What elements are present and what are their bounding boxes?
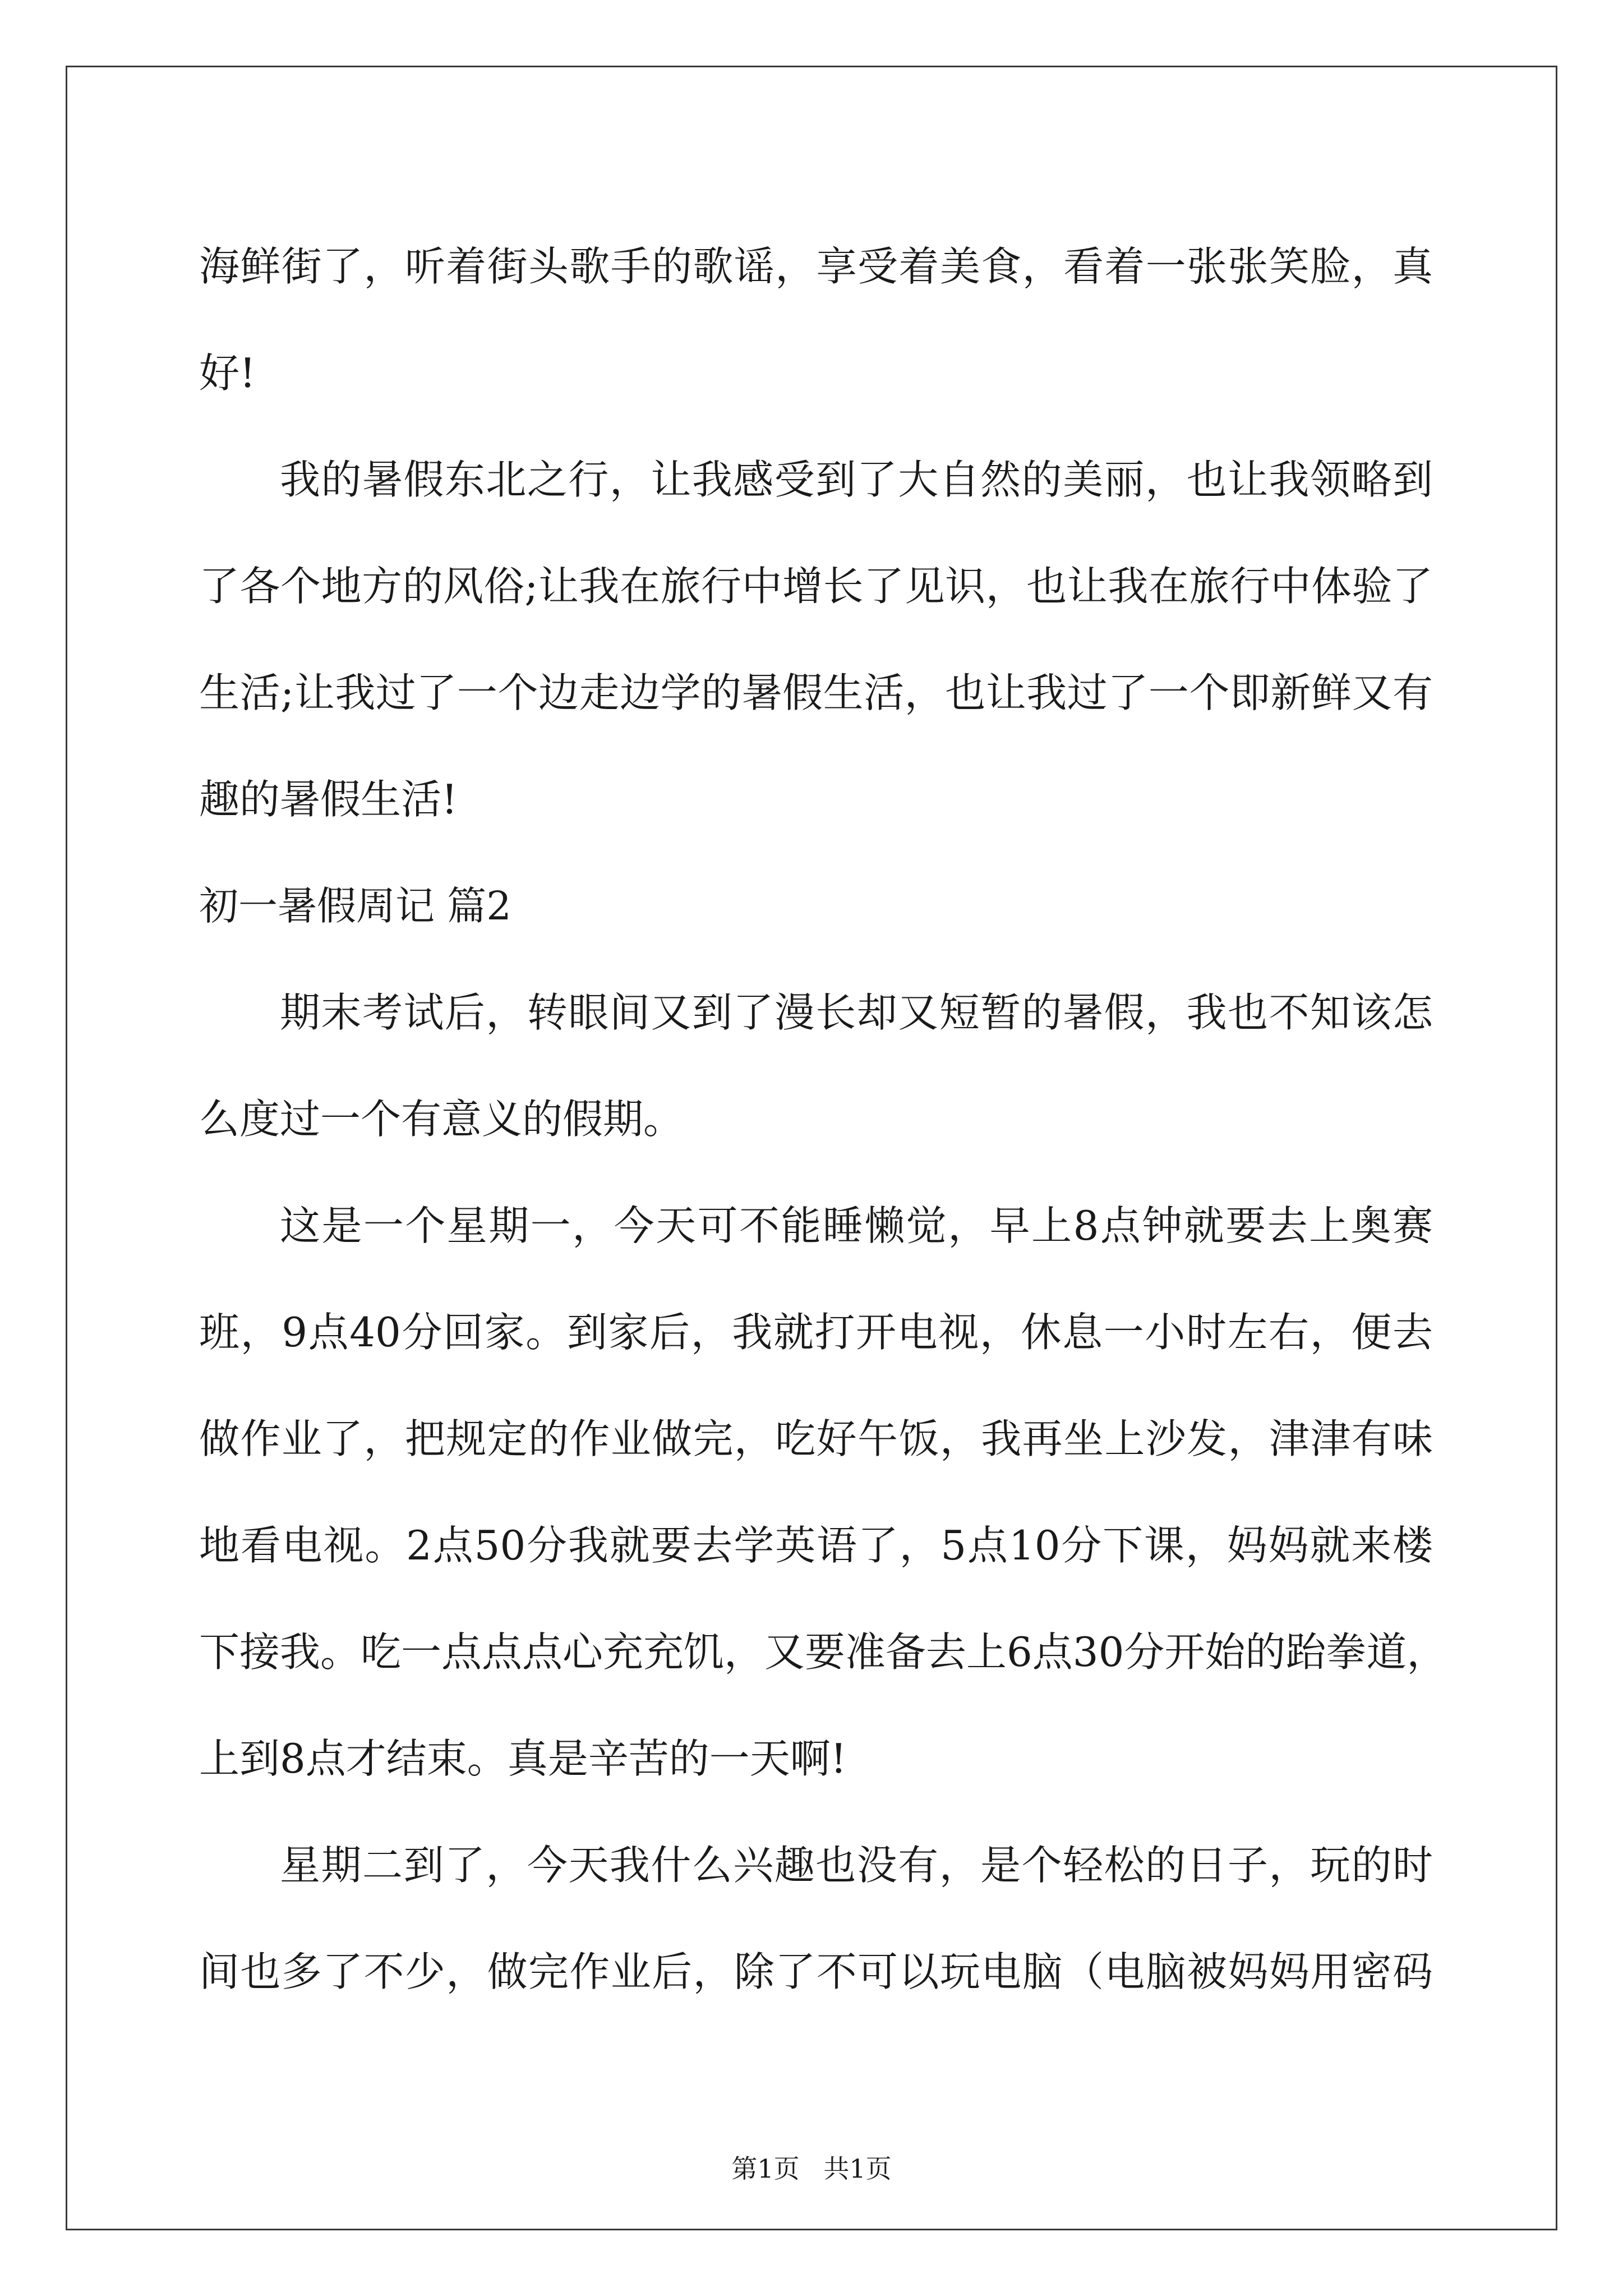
text-line: 上到8点才结束。真是辛苦的一天啊! <box>199 1735 847 1782</box>
paragraph-start-line: 星期二到了，今天我什么兴趣也没有，是个轻松的日子，玩的时 <box>280 1842 1433 1889</box>
text-line: 么度过一个有意义的假期。 <box>199 1096 684 1143</box>
text-line: 好! <box>199 349 256 397</box>
paragraph-start-line: 期末考试后，转眼间又到了漫长却又短暂的暑假，我也不知该怎 <box>280 989 1433 1036</box>
text-line: 海鲜街了，听着街头歌手的歌谣，享受着美食，看着一张张笑脸，真 <box>199 243 1433 290</box>
text-line: 做作业了，把规定的作业做完，吃好午饭，我再坐上沙发，津津有味 <box>199 1415 1433 1462</box>
text-line: 生活;让我过了一个边走边学的暑假生活，也让我过了一个即新鲜又有 <box>199 669 1433 716</box>
text-line: 了各个地方的风俗;让我在旅行中增长了见识，也让我在旅行中体验了 <box>199 563 1433 610</box>
text-line: 间也多了不少，做完作业后，除了不可以玩电脑（电脑被妈妈用密码 <box>199 1948 1433 1995</box>
page-footer <box>0 2148 1623 2185</box>
text-line: 趣的暑假生活! <box>199 776 458 823</box>
document-body <box>199 213 1447 2025</box>
text-line: 下接我。吃一点点点心充充饥，又要准备去上6点30分开始的跆拳道， <box>199 1628 1447 1676</box>
section-heading: 初一暑假周记 篇2 <box>199 883 511 929</box>
paragraph-start-line: 这是一个星期一，今天可不能睡懒觉，早上8点钟就要去上奥赛 <box>280 1202 1433 1249</box>
paragraph-start-line: 我的暑假东北之行，让我感受到了大自然的美丽，也让我领略到 <box>280 456 1433 503</box>
page-number-current: 第1页 <box>731 2154 800 2184</box>
page-number-total: 共1页 <box>823 2154 892 2184</box>
text-line: 班，9点40分回家。到家后，我就打开电视，休息一小时左右，便去 <box>199 1309 1433 1356</box>
text-line: 地看电视。2点50分我就要去学英语了，5点10分下课，妈妈就来楼 <box>199 1522 1433 1569</box>
